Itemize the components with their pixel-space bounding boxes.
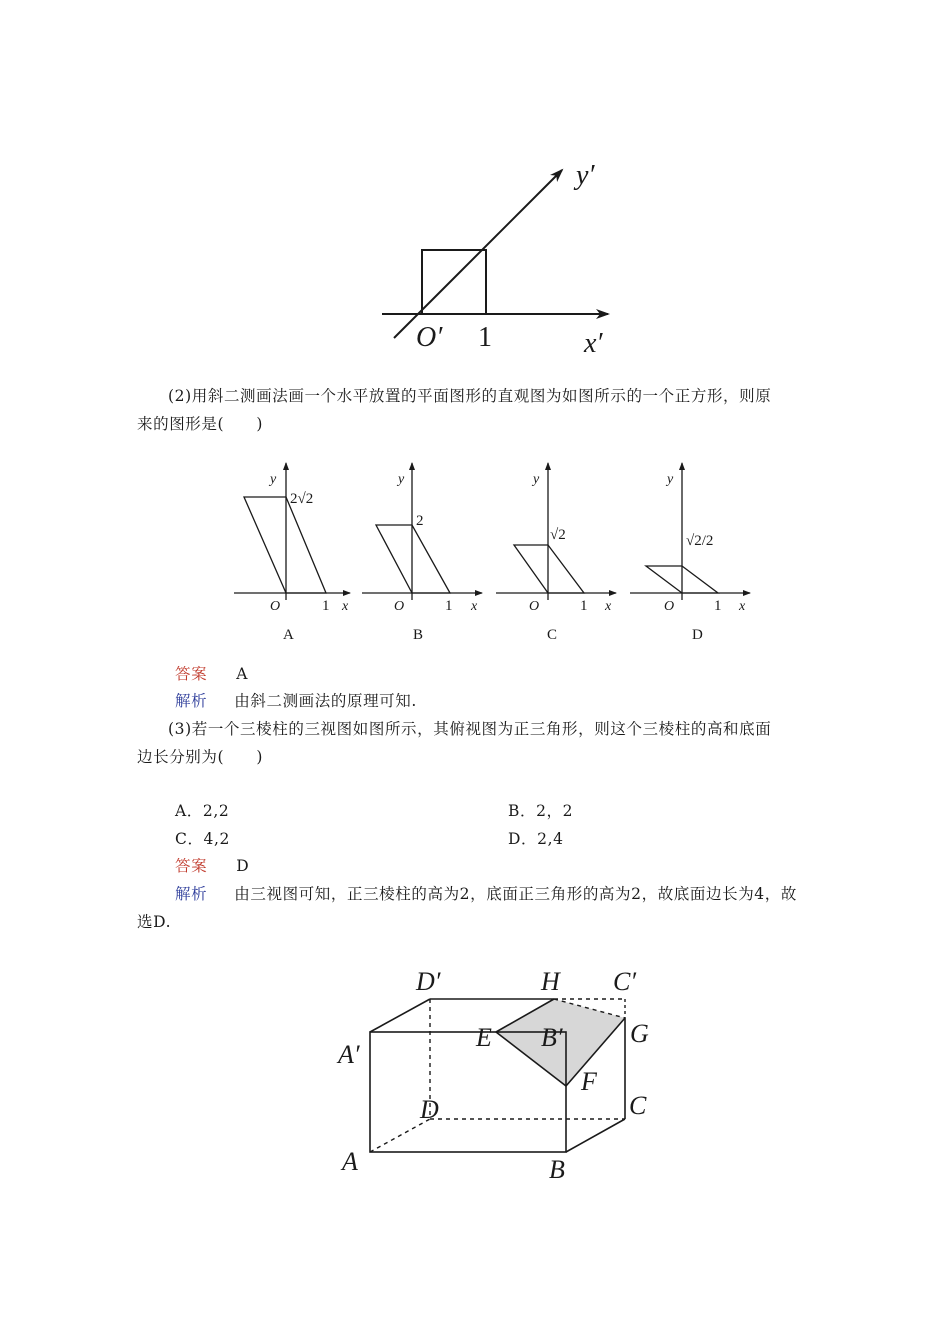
q3-analysis-row — [175, 879, 825, 909]
question-2-text-cont — [137, 409, 817, 439]
option-d-caption: D — [692, 627, 703, 643]
vertex-d-label: D — [420, 1095, 439, 1124]
option-c-y-label: y — [533, 472, 540, 487]
q2-analysis-text: 由斜二测画法的原理可知. — [234, 692, 417, 710]
square — [422, 250, 486, 314]
y-prime-label: y′ — [576, 160, 595, 191]
question-3-line2: 边长分别为( ) — [137, 748, 263, 766]
option-a-x-label: x — [342, 599, 349, 614]
vertex-d-prime-label: D′ — [416, 967, 441, 996]
option-c-one-label: 1 — [580, 598, 588, 614]
option-b-o-label: O — [394, 599, 405, 614]
option-a-one-label: 1 — [322, 598, 330, 614]
option-a-figure[interactable] — [234, 463, 350, 643]
option-figures — [228, 455, 758, 650]
vertex-b-prime-label: B′ — [541, 1023, 563, 1052]
q3-analysis-text: 由三视图可知，正三棱柱的高为2，底面正三角形的高为2，故底面边长为4，故 — [234, 885, 797, 903]
q3-analysis-text2: 选D. — [137, 913, 172, 931]
option-c-x-label: x — [605, 599, 612, 614]
option-d-figure[interactable] — [630, 463, 750, 643]
q3-option-a[interactable]: A．2,2 — [175, 802, 230, 820]
option-a-height-label: 2√2 — [290, 491, 314, 507]
q3-analysis-cont — [137, 907, 171, 937]
q2-analysis-label: 解析 — [175, 692, 208, 710]
option-a-y-label: y — [270, 472, 277, 487]
option-d-one-label: 1 — [714, 598, 722, 614]
q2-analysis-row — [175, 686, 417, 716]
option-b-one-label: 1 — [445, 598, 453, 614]
q3-analysis-label: 解析 — [175, 885, 208, 903]
q2-answer-value: A — [236, 665, 249, 683]
x-prime-label: x′ — [584, 328, 603, 359]
option-c-figure[interactable] — [496, 463, 616, 643]
option-d-height-label: √2/2 — [686, 533, 714, 549]
option-b-caption: B — [413, 627, 424, 643]
question-3-text-cont — [137, 742, 817, 772]
option-d-x-label: x — [739, 599, 746, 614]
option-d-y-label: y — [667, 472, 674, 487]
q2-answer-label: 答案 — [175, 665, 208, 683]
question-3-line1: (3)若一个三棱柱的三视图如图所示，其俯视图为正三角形，则这个三棱柱的高和底面 — [168, 720, 772, 738]
question-2-line1: (2)用斜二测画法画一个水平放置的平面图形的直观图为如图所示的一个正方形，则原 — [168, 387, 772, 405]
vertex-b-label: B — [549, 1155, 565, 1184]
vertex-a-prime-label: A′ — [338, 1040, 360, 1069]
option-c-caption: C — [547, 627, 558, 643]
option-b-x-label: x — [471, 599, 478, 614]
option-a-caption: A — [283, 627, 294, 643]
q3-option-c[interactable]: C．4,2 — [175, 830, 231, 848]
cuboid-figure — [330, 960, 670, 1190]
q2-answer-row — [175, 659, 248, 689]
q3-option-d[interactable]: D．2,4 — [508, 830, 564, 848]
vertex-a-label: A — [342, 1147, 358, 1176]
q3-option-b[interactable]: B．2，2 — [508, 802, 574, 820]
option-b-height-label: 2 — [416, 513, 424, 529]
vertex-c-prime-label: C′ — [613, 967, 637, 996]
option-a-o-label: O — [270, 599, 281, 614]
q3-answer-label: 答案 — [175, 857, 208, 875]
option-a-parallelogram — [244, 497, 326, 593]
question-3-text — [168, 714, 828, 744]
vertex-f-label: F — [581, 1067, 597, 1096]
tick-1-label: 1 — [478, 322, 492, 353]
vertex-c-label: C — [629, 1091, 647, 1120]
question-2-text — [168, 381, 828, 411]
vertex-h-label: H — [541, 967, 560, 996]
option-c-parallelogram — [514, 545, 584, 593]
option-b-figure[interactable] — [362, 463, 482, 643]
vertex-g-label: G — [630, 1019, 649, 1048]
oblique-square-figure — [370, 150, 630, 365]
option-c-height-label: √2 — [550, 527, 566, 543]
option-d-o-label: O — [664, 599, 675, 614]
origin-prime-label: O′ — [416, 322, 443, 353]
option-b-parallelogram — [376, 525, 450, 593]
y-prime-axis — [394, 170, 562, 338]
option-b-y-label: y — [398, 472, 405, 487]
vertex-e-label: E — [476, 1023, 492, 1052]
q3-answer-value: D — [236, 857, 250, 875]
question-2-line2: 来的图形是( ) — [137, 415, 263, 433]
option-c-o-label: O — [529, 599, 540, 614]
q3-answer-row — [175, 851, 249, 881]
